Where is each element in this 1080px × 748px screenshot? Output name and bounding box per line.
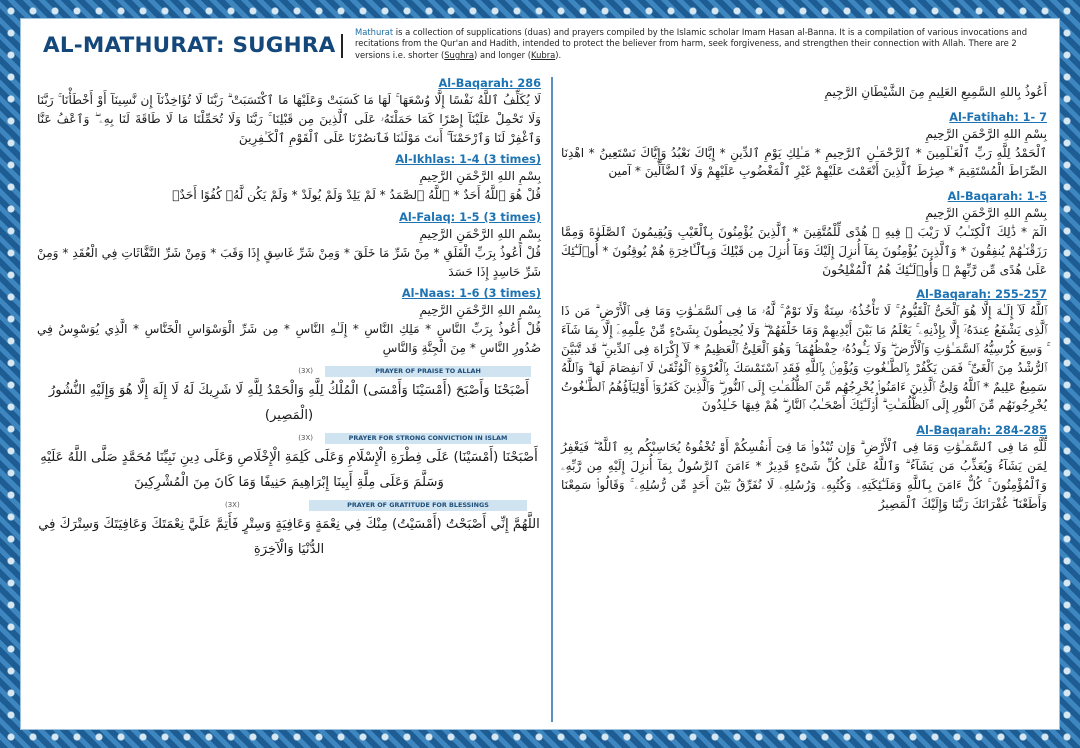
section-falaq xyxy=(37,211,541,281)
intro-paragraph xyxy=(355,27,1051,61)
intro-short: Sughra xyxy=(444,49,475,60)
basmala: بِسْمِ اللهِ الرَّحْمَنِ الرَّحِيمِ xyxy=(925,206,1047,221)
section-heading: Al-Naas: 1-6 (3 times) xyxy=(401,287,541,301)
basmala: بِسْمِ اللهِ الرَّحْمَنِ الرَّحِيمِ xyxy=(419,226,541,241)
basmala: بِسْمِ اللهِ الرَّحْمَنِ الرَّحِيمِ xyxy=(925,126,1047,141)
prayer-label-bar: PRAYER OF PRAISE TO ALLAH xyxy=(325,366,531,377)
section-heading: Al-Baqarah: 255-257 xyxy=(916,288,1047,302)
section-heading: Al-Falaq: 1-5 (3 times) xyxy=(399,210,541,224)
spacer xyxy=(561,181,1047,187)
verse-text: قُلْ أَعُوذُ بِرَبِّ النَّاسِ * مَلِكِ النَّاسِ * إِلَـٰهِ النَّاسِ * مِن شَرِّ الْوَسْوَاسِ الْخَنَّاسِ * الَّذِي يُوَسْوِسُ فِي صُدُورِ النَّاسِ * مِنَ الْجِنَّةِ وَالنَّاسِ xyxy=(37,322,541,355)
intro-lead: Mathurat xyxy=(355,27,394,37)
prayer-label-bar: PRAYER OF GRATITUDE FOR BLESSINGS xyxy=(309,500,527,511)
basmala: بِسْمِ اللهِ الرَّحْمَنِ الرَّحِيمِ xyxy=(419,169,541,184)
page-title: AL-MATHURAT: SUGHRA xyxy=(43,33,336,58)
section-baqarah-255-257 xyxy=(561,288,1047,415)
prayer-label-row xyxy=(37,433,541,444)
intro-body: is a collection of supplications (duas) and prayers compiled by the Islamic scholar Imam Hasan al-Banna. It is a compilation of various invocations and recitations from the Qur'an and Hadith, intended to protect the believer from harm, seek forgiveness, and strengthen their connection with Allah. There are 2 versions i.e. shorter ( xyxy=(355,27,1028,60)
section-heading: Al-Baqarah: 284-285 xyxy=(916,424,1047,438)
prayer-label-bar: PRAYER FOR STRONG CONVICTION IN ISLAM xyxy=(325,433,531,444)
section-heading: Al-Ikhlas: 1-4 (3 times) xyxy=(395,153,541,167)
verse-text: قُلْ أَعُوذُ بِرَبِّ الْفَلَقِ * مِنْ شَرِّ مَا خَلَقَ * وَمِنْ شَرِّ غَاسِقٍ إِذَا وَقَبَ * وَمِنْ شَرِّ النَّفَّاثَاتِ فِي الْعُقَدِ * وَمِنْ شَرِّ حَاسِدٍ إِذَا حَسَدَ xyxy=(37,245,541,279)
section-heading: Al-Fatihah: 1- 7 xyxy=(949,110,1047,124)
prayer-text: أَصْبَحْنَا وَأَصْبَحَ (أَمْسَيْنَا وَأَمْسَى) الْمُلْكُ لِلَّهِ وَالْحَمْدُ لِلَّهِ لَا شَرِيكَ لَهُ لَا إِلَهَ إِلَّا هُوَ وَإِلَيْهِ النُّشُورُ (الْمَصِير) xyxy=(48,382,530,423)
verse-text: لِّلَّهِ مَا فِى ٱلسَّمَـٰوَٰتِ وَمَا فِى ٱلْأَرْضِ ۗ وَإِن تُبْدُوا۟ مَا فِىٓ أَنفُسِكُمْ أَوْ تُخْفُوهُ يُحَاسِبْكُم بِهِ ٱللَّهُ ۖ فَيَغْفِرُ لِمَن يَشَآءُ وَيُعَذِّبُ مَن يَشَآءُ ۗ وَٱللَّهُ عَلَىٰ كُلِّ شَىْءٍ قَدِيرٌ * ءَامَنَ ٱلرَّسُولُ بِمَآ أُنزِلَ إِلَيْهِ مِن رَّبِّهِۦ وَٱلْمُؤْمِنُونَ ۚ كُلٌّ ءَامَنَ بِٱللَّهِ وَمَلَـٰٓئِكَتِهِۦ وَكُتُبِهِۦ وَرُسُلِهِۦ لَا نُفَرِّقُ بَيْنَ أَحَدٍ مِّن رُّسُلِهِۦ ۚ وَقَالُوا۟ سَمِعْنَا وَأَطَعْنَا ۖ غُفْرَانَكَ رَبَّنَا وَإِلَيْكَ ٱلْمَصِيرُ xyxy=(561,440,1047,511)
right-column xyxy=(561,73,1047,728)
intro-long: Kubra xyxy=(531,49,556,60)
spacer xyxy=(37,147,541,150)
verse-text: ٱللَّهُ لَآ إِلَـٰهَ إِلَّا هُوَ ٱلْحَىُّ ٱلْقَيُّومُ ۚ لَا تَأْخُذُهُۥ سِنَةٌ وَلَا نَوْمٌ ۚ لَّهُۥ مَا فِى ٱلسَّمَـٰوَٰتِ وَمَا فِى ٱلْأَرْضِ ۗ مَن ذَا ٱلَّذِى يَشْفَعُ عِندَهُۥٓ إِلَّا بِإِذْنِهِۦ ۚ يَعْلَمُ مَا بَيْنَ أَيْدِيهِمْ وَمَا خَلْفَهُمْ ۖ وَلَا يُحِيطُونَ بِشَىْءٍ مِّنْ عِلْمِهِۦٓ إِلَّا بِمَا شَآءَ ۚ وَسِعَ كُرْسِيُّهُ ٱلسَّمَـٰوَٰتِ وَٱلْأَرْضَ ۖ وَلَا يَـُٔودُهُۥ حِفْظُهُمَا ۚ وَهُوَ ٱلْعَلِىُّ ٱلْعَظِيمُ * لَآ إِكْرَاهَ فِى ٱلدِّينِ ۖ قَد تَّبَيَّنَ ٱلرُّشْدُ مِنَ ٱلْغَىِّ ۚ فَمَن يَكْفُرْ بِٱلطَّـٰغُوتِ وَيُؤْمِنۢ بِٱللَّهِ فَقَدِ ٱسْتَمْسَكَ بِٱلْعُرْوَةِ ٱلْوُثْقَىٰ لَا ٱنفِصَامَ لَهَا ۗ وَٱللَّهُ سَمِيعٌ عَلِيمٌ * ٱللَّهُ وَلِىُّ ٱلَّذِينَ ءَامَنُوا۟ يُخْرِجُهُم مِّنَ ٱلظُّلُمَـٰتِ إِلَى ٱلنُّورِ ۖ وَٱلَّذِينَ كَفَرُوٓا۟ أَوْلِيَآؤُهُمُ ٱلطَّـٰغُوتُ يُخْرِجُونَهُم مِّنَ ٱلنُّورِ إِلَى ٱلظُّلُمَـٰتِ ۗ أُو۟لَـٰٓئِكَ أَصْحَـٰبُ ٱلنَّارِ ۖ هُمْ فِيهَا خَـٰلِدُونَ xyxy=(561,304,1047,413)
repeat-count: (3X) xyxy=(298,367,313,376)
spacer xyxy=(561,279,1047,285)
isti-adhah: أَعُوذُ بِاللهِ السَّمِيعِ العَلِيمِ مِنَ الشَّيْطَانِ الرَّجِيمِ xyxy=(824,85,1047,99)
left-column xyxy=(37,73,541,728)
section-baqarah-286 xyxy=(37,77,541,147)
section-naas xyxy=(37,287,541,357)
verse-text: لَا يُكَلِّفُ ٱللَّهُ نَفْسًا إِلَّا وُسْعَهَا ۚ لَهَا مَا كَسَبَتْ وَعَلَيْهَا مَا ٱكْتَسَبَتْ ۗ رَبَّنَا لَا تُؤَاخِذْنَآ إِن نَّسِينَآ أَوْ أَخْطَأْنَا ۚ رَبَّنَا وَلَا تَحْمِلْ عَلَيْنَآ إِصْرًا كَمَا حَمَلْتَهُۥ عَلَى ٱلَّذِينَ مِن قَبْلِنَا ۚ رَبَّنَا وَلَا تُحَمِّلْنَا مَا لَا طَاقَةَ لَنَا بِهِۦ ۖ وَٱعْفُ عَنَّا وَٱغْفِرْ لَنَا وَٱرْحَمْنَآ ۚ أَنتَ مَوْلَىٰنَا فَٱنصُرْنَا عَلَى ٱلْقَوْمِ ٱلْكَـٰفِرِينَ xyxy=(37,93,541,145)
column-divider xyxy=(551,77,553,722)
basmala: بِسْمِ اللهِ الرَّحْمَنِ الرَّحِيمِ xyxy=(419,303,541,318)
section-heading: Al-Baqarah: 286 xyxy=(438,77,541,90)
intro-mid: ) and longer ( xyxy=(474,49,531,60)
verse-text: قُلْ هُوَ ٱللَّهُ أَحَدٌ * ٱللَّهُ ٱلصَّمَدُ * لَمْ يَلِدْ وَلَمْ يُولَدْ * وَلَمْ يَكُن لَّهُۥ كُفُوًا أَحَدٌۢ xyxy=(172,188,541,203)
spacer xyxy=(561,102,1047,108)
prayer-text: اللَّهُمَّ إِنِّي أَصْبَحْتُ (أَمْسَيْتُ) مِنْكَ فِي نِعْمَةٍ وَعَافِيَةٍ وَسِتْرٍ فَأَتِمَّ عَلَيَّ نِعْمَتَكَ وَعَافِيَتَكَ وَسِتْرَكَ فِي الدُّنْيَا وَالْآخِرَةِ xyxy=(38,516,540,557)
document-page xyxy=(20,18,1060,730)
title-separator xyxy=(341,34,343,58)
repeat-count: (3X) xyxy=(225,501,240,510)
verse-text: ٱلْحَمْدُ لِلَّهِ رَبِّ ٱلْعَـٰلَمِينَ * ٱلرَّحْمَـٰنِ ٱلرَّحِيمِ * مَـٰلِكِ يَوْمِ ٱلدِّينِ * إِيَّاكَ نَعْبُدُ وَإِيَّاكَ نَسْتَعِينُ * اهْدِنَا الصِّرَاطَ الْمُسْتَقِيمَ * صِرَٰطَ ٱلَّذِينَ أَنْعَمْتَ عَلَيْهِمْ غَيْرِ ٱلْمَغْضُوبِ عَلَيْهِمْ وَلَا ٱلضَّآلِّينَ * آمين xyxy=(561,145,1047,179)
spacer xyxy=(37,281,541,284)
prayer-label-row xyxy=(37,500,541,511)
spacer xyxy=(561,415,1047,421)
page-header xyxy=(21,19,1060,69)
intro-end: ). xyxy=(555,49,562,60)
section-ikhlas xyxy=(37,153,541,205)
section-fatihah xyxy=(561,111,1047,181)
section-baqarah-1-5 xyxy=(561,190,1047,279)
prayer-label-row xyxy=(37,366,541,377)
spacer xyxy=(37,205,541,208)
section-heading: Al-Baqarah: 1-5 xyxy=(947,190,1047,204)
repeat-count: (3X) xyxy=(298,434,313,443)
prayer-text: أَصْبَحْنَا (أَمْسَيْنَا) عَلَى فِطْرَةِ الْإِسْلَامِ وَعَلَى كَلِمَةِ الْإِخْلَاصِ وَعَلَى دِينِ نَبِيِّنَا مُحَمَّدٍ صَلَّى اللَّهُ عَلَيْهِ وَسَلَّمَ وَعَلَى مِلَّةِ أَبِينَا إِبْرَاهِيمَ حَنِيفًا وَمَا كَانَ مِنَ الْمُشْرِكِينَ xyxy=(40,449,538,490)
section-baqarah-284-285 xyxy=(561,424,1047,513)
verse-text: الٓمٓ * ذَٰلِكَ ٱلْكِتَـٰبُ لَا رَيْبَ ۛ فِيهِ ۛ هُدًى لِّلْمُتَّقِينَ * ٱلَّذِينَ يُؤْمِنُونَ بِٱلْغَيْبِ وَيُقِيمُونَ ٱلصَّلَوٰةَ وَمِمَّا رَزَقْنَـٰهُمْ يُنفِقُونَ * وَٱلَّذِينَ يُؤْمِنُونَ بِمَآ أُنزِلَ إِلَيْكَ وَمَآ أُنزِلَ مِن قَبْلِكَ وَبِٱلْـَٔاخِرَةِ هُمْ يُوقِنُونَ * أُو۟لَـٰٓئِكَ عَلَىٰ هُدًى مِّن رَّبِّهِمْ ۖ وَأُو۟لَـٰٓئِكَ هُمُ ٱلْمُفْلِحُونَ xyxy=(561,224,1047,277)
